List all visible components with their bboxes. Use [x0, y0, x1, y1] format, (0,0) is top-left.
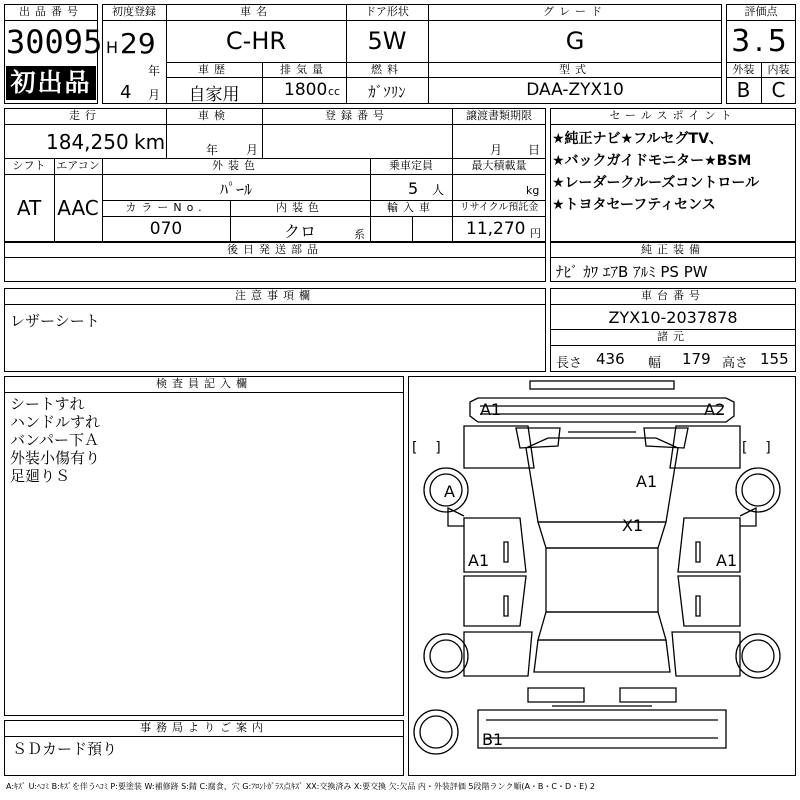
office-text: ＳＤカード預り: [12, 740, 118, 758]
import-label: 輸入車: [387, 201, 435, 214]
grade-label: グレード: [543, 5, 607, 18]
width: 179: [682, 350, 711, 368]
shift: AT: [16, 196, 42, 220]
load-label: 最大積載量: [471, 159, 527, 172]
car-outline-diagram: [408, 376, 796, 776]
model-code: DAA-ZYX10: [526, 80, 624, 100]
recycle-unit: 円: [530, 227, 541, 240]
length: 436: [596, 350, 625, 368]
mileage: 184,250: [46, 130, 129, 154]
sales-point-4: ★トヨタセーフティセンス: [552, 197, 716, 213]
length-label: 長さ: [556, 356, 583, 371]
legend: A:ｷｽﾞ U:ﾍｺﾐ B:ｷｽﾞを伴うﾍｺﾐ P:要塗装 W:補修跡 S:錆 C:腐食、穴 G:ﾌﾛﾝﾄｶﾞﾗｽ点ｷｽﾞ XX:交換済み X:要交換 欠:欠品 内・外装評価 5段階ランク順(A・B・C・D・E) 2: [6, 782, 595, 791]
interior-color: クロ: [283, 222, 316, 241]
equipment: ﾅﾋﾞ ｶﾜ ｴｱB ｱﾙﾐ PS PW: [556, 263, 708, 281]
score-label: 評価点: [744, 5, 778, 18]
grade: G: [565, 27, 585, 55]
mark-a1-front-left: A1: [480, 400, 502, 419]
recycle-label: リサイクル預託金: [459, 202, 539, 213]
inspection-label: 車検: [198, 109, 230, 122]
door-type: 5W: [367, 27, 407, 55]
mark-a1-hood: A1: [636, 472, 658, 491]
sales-point-3: ★レーダークルーズコントロール: [552, 175, 760, 191]
exterior-score: B: [736, 78, 751, 102]
dimensions-label: 諸元: [657, 330, 689, 343]
fuel: ｶﾞｿﾘﾝ: [368, 83, 406, 101]
first-reg-year-unit: 年: [148, 64, 161, 78]
inspector-note-4: 外装小傷有り: [10, 449, 101, 467]
color-no-label: カラーNo.: [125, 201, 207, 214]
reg-number-label: 登録番号: [325, 109, 389, 122]
first-reg-era: H: [106, 38, 119, 57]
overall-score: 3.5: [731, 24, 791, 59]
shift-label: シフト: [12, 159, 46, 172]
transfer-doc-month-unit: 月: [490, 143, 503, 157]
bracket-left: [ ]: [412, 440, 441, 456]
recycle-fee: 11,270: [466, 219, 526, 239]
capacity-label: 乗車定員: [389, 159, 433, 172]
mark-a2-front-right: A2: [704, 400, 726, 419]
transfer-doc-day-unit: 日: [528, 143, 541, 157]
exterior-color-label: 外装色: [212, 159, 260, 172]
interior-color-suffix: 系: [354, 228, 365, 241]
capacity: 5: [408, 179, 419, 198]
caution-label: 注意事項欄: [235, 289, 315, 302]
model-code-label: 型式: [559, 63, 591, 76]
mark-x1-roof: X1: [622, 516, 644, 535]
first-reg-year: 29: [120, 27, 156, 60]
inspector-note-1: シートすれ: [10, 395, 85, 413]
capacity-unit: 人: [432, 183, 445, 197]
displacement-label: 排気量: [280, 63, 328, 76]
equipment-label: 純正装備: [641, 243, 705, 256]
exterior-score-label: 外装: [732, 63, 755, 76]
height-label: 高さ: [722, 356, 749, 371]
lot-number: 30095: [6, 23, 103, 61]
sales-point-2: ★バックガイドモニター★BSM: [552, 153, 752, 169]
displacement: 1800: [284, 80, 328, 100]
transfer-doc-label: 譲渡書類期限: [466, 109, 532, 122]
first-reg-month-unit: 月: [148, 88, 161, 102]
lot-number-label: 出品番号: [19, 5, 83, 18]
interior-color-label: 内装色: [276, 201, 324, 214]
aircon: AAC: [57, 196, 99, 220]
mark-a1-left: A1: [468, 551, 490, 570]
inspector-note-3: バンパー下Ａ: [10, 431, 99, 449]
inspector-note-2: ハンドルすれ: [10, 413, 101, 431]
width-label: 幅: [648, 356, 662, 371]
displacement-unit: cc: [328, 85, 341, 98]
first-reg-label: 初度登録: [112, 5, 156, 18]
car-name-label: 車名: [240, 5, 272, 18]
door-type-label: ドア形状: [365, 5, 409, 18]
chassis-label: 車台番号: [641, 289, 705, 302]
first-reg-month: 4: [120, 82, 132, 103]
exterior-color: ﾊﾟｰﾙ: [219, 180, 252, 199]
history: 自家用: [188, 85, 240, 105]
history-label: 車歴: [198, 63, 230, 76]
load-unit: kg: [526, 184, 540, 197]
inspector-label: 検査員記入欄: [156, 377, 252, 390]
mileage-unit: km: [134, 130, 166, 154]
fuel-label: 燃料: [371, 63, 403, 76]
mileage-label: 走行: [69, 109, 101, 122]
chassis-number: ZYX10-2037878: [608, 308, 738, 327]
caution-text: レザーシート: [10, 312, 100, 330]
sales-points-label: セールスポイント: [609, 109, 737, 122]
interior-score: C: [771, 78, 786, 102]
office-label: 事務局よりご案内: [140, 721, 268, 734]
first-listing-badge: 初出品: [6, 66, 96, 100]
mark-a1-right: A1: [716, 551, 738, 570]
bracket-right: [ ]: [742, 440, 771, 456]
sales-point-1: ★純正ナビ★フルセグTV、: [552, 131, 723, 147]
car-name: C-HR: [225, 27, 287, 55]
later-parts-label: 後日発送部品: [227, 243, 323, 256]
inspection-month-unit: 月: [246, 143, 259, 157]
mark-a-tire: A: [444, 482, 455, 501]
interior-score-label: 内装: [767, 63, 790, 76]
inspector-note-5: 足廻りＳ: [10, 467, 71, 485]
inspection-year-unit: 年: [206, 143, 219, 157]
aircon-label: エアコン: [56, 159, 100, 172]
color-no: 070: [149, 219, 183, 239]
height: 155: [760, 350, 789, 368]
mark-b1-rear: B1: [482, 730, 504, 749]
